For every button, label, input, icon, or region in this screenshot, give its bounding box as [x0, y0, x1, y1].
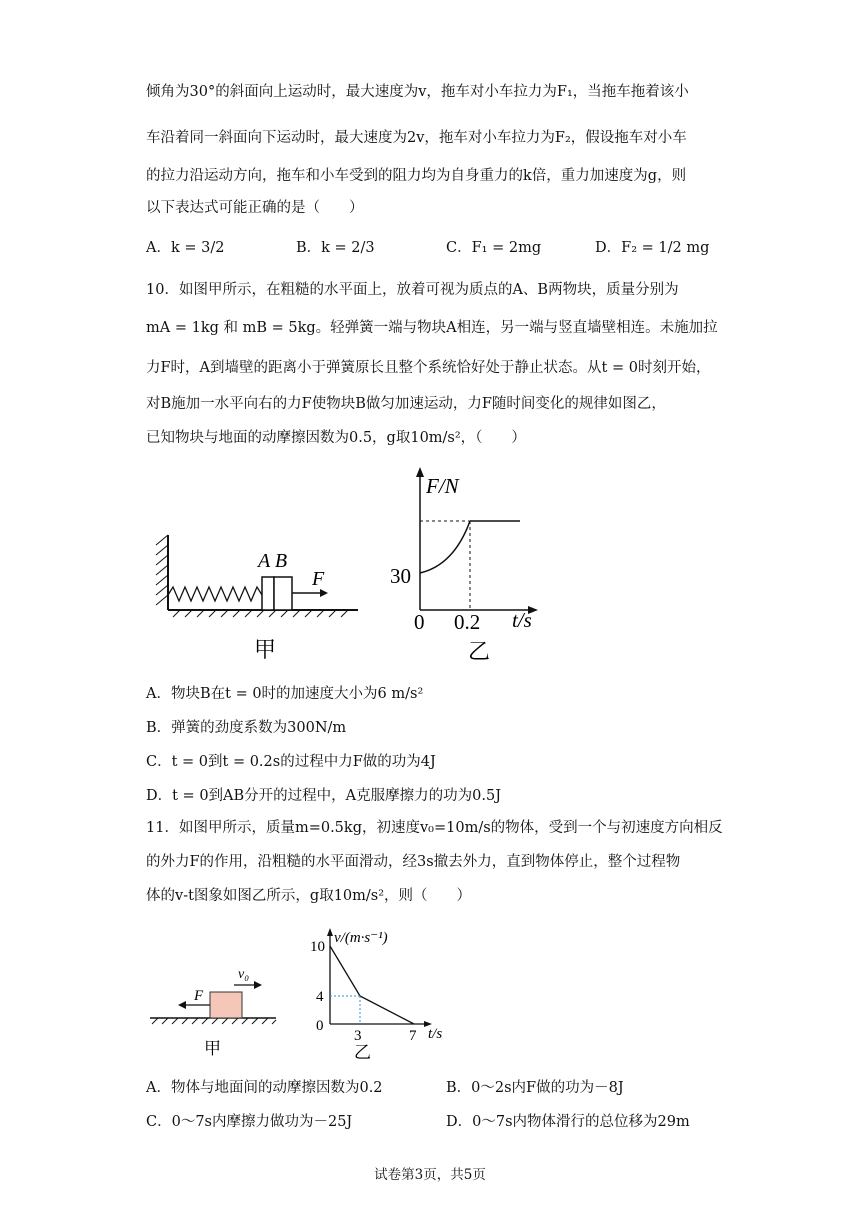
option-text: F₂ = 1/2 mg [621, 240, 710, 256]
q11-line-1: 11．如图甲所示，质量m=0.5kg，初速度v₀=10m/s的物体，受到一个与初速度方向相反 [146, 820, 723, 836]
label-ab: A B [258, 550, 288, 572]
page-footer: 试卷第3页，共5页 [374, 1167, 486, 1183]
x-tick-7: 7 [409, 1028, 417, 1044]
q11-line-2: 的外力F的作用，沿粗糙的水平面滑动，经3s撤去外力，直到物体停止，整个过程物 [146, 854, 681, 870]
caption-jia: 甲 [204, 1039, 221, 1058]
q10-line-1: 10．如图甲所示，在粗糙的水平面上，放着可视为质点的A、B两物块，质量分别为 [146, 282, 679, 298]
q11-figure-v-t-graph [300, 920, 470, 1060]
q10-line-4: 对B施加一水平向右的力F使物块B做匀加速运动，力F随时间变化的规律如图乙， [146, 396, 666, 412]
q9-option-b[interactable] [296, 236, 375, 257]
y-axis-arrow [327, 928, 333, 936]
q10-line-3: 力F时，A到墙壁的距离小于弹簧原长且整个系统恰好处于静止状态。从t = 0时刻开始， [146, 360, 711, 376]
label-v0: v₀ [238, 967, 250, 982]
v-t-line [330, 946, 414, 1024]
q10-option-c[interactable]: C．t = 0到t = 0.2s的过程中力F做的功为4J [146, 754, 436, 770]
q11-line-3: 体的v-t图象如图乙所示，g取10m/s²，则（ ） [146, 888, 472, 904]
q10-line-5: 已知物块与地面的动摩擦因数为0.5，g取10m/s²，（ ） [146, 430, 526, 446]
caption-yi: 乙 [354, 1043, 371, 1060]
q11-option-d[interactable]: D．0～7s内物体滑行的总位移为29m [446, 1114, 690, 1130]
q10-figure-spring-blocks [148, 525, 368, 665]
q10-option-d[interactable]: D．t = 0到AB分开的过程中，A克服摩擦力的功为0.5J [146, 788, 502, 804]
q9-line-4: 以下表达式可能正确的是（ ） [146, 200, 364, 216]
q11-option-c[interactable]: C．0～7s内摩擦力做功为－25J [146, 1114, 353, 1130]
q9-option-a[interactable] [146, 236, 224, 257]
label-f: F [194, 988, 204, 1004]
q9-option-d[interactable] [595, 236, 709, 257]
label-f: F [312, 568, 325, 590]
caption-jia: 甲 [254, 637, 277, 662]
f-curve [420, 521, 470, 573]
block-a [262, 577, 274, 610]
option-label: C． [446, 240, 472, 256]
q11-option-a[interactable]: A．物体与地面间的动摩擦因数为0.2 [146, 1080, 383, 1096]
y-tick-30: 30 [390, 564, 411, 588]
force-arrow-head [178, 1001, 186, 1009]
block-b [274, 577, 292, 610]
x-tick-0-2: 0.2 [454, 610, 481, 634]
x-axis-label: t/s [428, 1026, 443, 1042]
q10-line-2: mA = 1kg 和 mB = 5kg。轻弹簧一端与物块A相连，另一端与竖直墙壁相连。未施加拉 [146, 320, 718, 336]
q10-option-a[interactable]: A．物块B在t = 0时的加速度大小为6 m/s² [146, 686, 424, 702]
option-label: D． [595, 240, 622, 256]
wall-hatching [156, 535, 168, 605]
x-axis-label: t/s [512, 608, 532, 632]
velocity-arrow-head [254, 981, 262, 989]
option-text: F₁ = 2mg [471, 240, 542, 256]
q10-option-b[interactable]: B．弹簧的劲度系数为300N/m [146, 720, 347, 736]
caption-yi: 乙 [468, 639, 491, 664]
q11-figure-block [148, 960, 288, 1060]
q9-line-3: 的拉力沿运动方向，拖车和小车受到的阻力均为自身重力的k倍，重力加速度为g，则 [146, 168, 687, 184]
force-arrow-head [320, 589, 328, 597]
option-label: A． [146, 240, 171, 256]
ground-hatching [173, 610, 348, 617]
q11-option-b[interactable]: B．0～2s内F做的功为－8J [446, 1080, 624, 1096]
y-tick-10: 10 [310, 939, 325, 955]
y-tick-4: 4 [316, 989, 324, 1005]
option-text: k = 2/3 [321, 240, 375, 256]
y-axis-label: v/(m·s⁻¹) [334, 930, 388, 946]
q9-line-2: 车沿着同一斜面向下运动时，最大速度为2v，拖车对小车拉力为F₂，假设拖车对小车 [146, 130, 687, 146]
q10-figure-f-t-graph [384, 465, 554, 665]
ground-hatching [152, 1018, 276, 1024]
y-axis-arrow [416, 467, 424, 477]
y-axis-label: F/N [426, 474, 459, 498]
option-text: k = 3/2 [170, 240, 225, 256]
spring [168, 587, 262, 601]
origin-label: 0 [414, 610, 425, 634]
option-label: B． [296, 240, 322, 256]
q9-option-c[interactable] [446, 236, 541, 257]
block [210, 992, 242, 1018]
x-tick-3: 3 [354, 1028, 362, 1044]
q9-line-1: 倾角为30°的斜面向上运动时，最大速度为v，拖车对小车拉力为F₁，当拖车拖着该小 [146, 84, 689, 100]
y-tick-0: 0 [316, 1018, 324, 1034]
